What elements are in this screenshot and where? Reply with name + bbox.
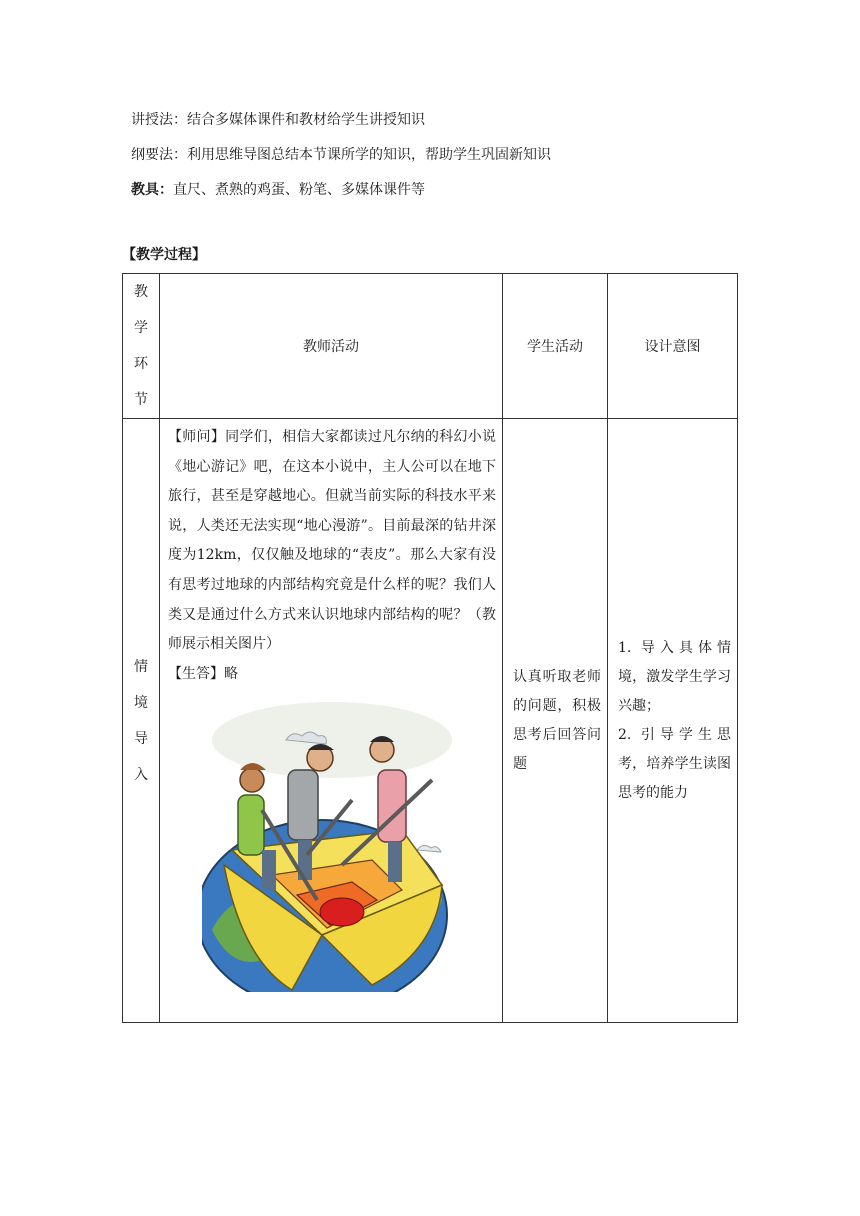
student-activity-text: 认真听取老师的问题，积极思考后回答问题	[513, 668, 601, 772]
header-teacher: 教师活动	[160, 274, 503, 419]
header-stage-char: 学	[134, 320, 148, 336]
header-stage	[123, 274, 160, 419]
design-intent-2: 2. 引导学生思考，培养学生读图思考的能力	[618, 726, 731, 801]
design-intent-cell	[608, 419, 738, 1023]
tools-value: 直尺、煮熟的鸡蛋、粉笔、多媒体课件等	[173, 182, 425, 198]
teacher-activity-cell	[160, 419, 503, 1023]
section-title: 【教学过程】	[122, 247, 206, 263]
header-stage-char: 教	[134, 284, 148, 300]
student-answer-label: 【生答】	[168, 665, 224, 682]
earth-structure-illustration	[202, 700, 460, 992]
tools-label: 教具：	[131, 182, 173, 198]
stage-cell	[123, 419, 160, 1023]
header-student: 学生活动	[503, 274, 608, 419]
table-header-row	[123, 274, 738, 419]
header-intent: 设计意图	[608, 274, 738, 419]
teaching-process-table	[122, 273, 738, 1023]
student-answer-text: 略	[224, 665, 238, 682]
stage-char: 情	[134, 658, 148, 675]
design-intent-1: 1. 导入具体情境，激发学生学习兴趣；	[618, 639, 731, 714]
stage-char: 入	[134, 766, 148, 783]
stage-char: 导	[134, 730, 148, 747]
teacher-question	[168, 423, 496, 660]
method-outline: 纲要法：利用思维导图总结本节课所学的知识，帮助学生巩固新知识	[131, 147, 551, 163]
student-activity-cell	[503, 419, 608, 1023]
teaching-tools	[131, 180, 425, 200]
teacher-question-text: 同学们，相信大家都读过凡尔纳的科幻小说《地心游记》吧，在这本小说中，主人公可以在地下旅行，甚至是穿越地心。但就当前实际的科技水平来说，人类还无法实现“地心漫游”。目前最深的钻井深度为12km，仅仅触及地球的“表皮”。那么大家有没有思考过地球的内部结构究竟是什么样的呢？我们人类又是通过什么方式来认识地球内部结构的呢？（教师展示相关图片）	[168, 429, 497, 653]
student-answer	[168, 660, 496, 690]
table-row	[123, 419, 738, 1023]
method-lecture: 讲授法：结合多媒体课件和教材给学生讲授知识	[131, 112, 425, 128]
stage-char: 境	[134, 694, 148, 711]
header-stage-char: 节	[134, 392, 148, 408]
teacher-question-label: 【师问】	[168, 429, 226, 445]
header-stage-char: 环	[134, 356, 148, 372]
